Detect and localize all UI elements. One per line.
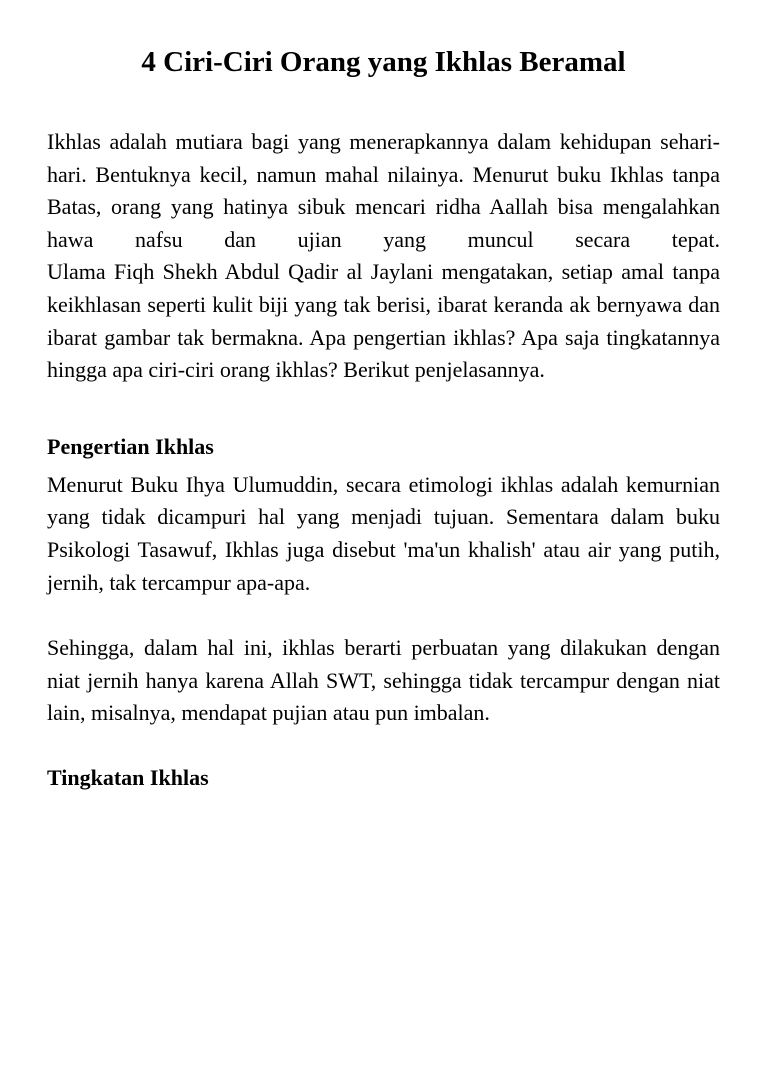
intro-part-1: Ikhlas adalah mutiara bagi yang menerapkannya dalam kehidupan sehari-hari. Bentuknya kecil, namun mahal nilainya. Menurut buku Ikhlas tanpa Batas, orang yang hatinya sibuk mencari ridha Aallah bisa mengalahkan hawa nafsu dan ujian yang muncul secara tepat. [47,129,720,252]
intro-paragraph [47,126,720,387]
document-title: 4 Ciri-Ciri Orang yang Ikhlas Beramal [141,46,626,78]
section-heading-tingkatan: Tingkatan Ikhlas [47,764,209,790]
intro-part-2: Ulama Fiqh Shekh Abdul Qadir al Jaylani mengatakan, setiap amal tanpa keikhlasan seperti kulit biji yang tak berisi, ibarat keranda ak bernyawa dan ibarat gambar tak bermakna. Apa pengertian ikhlas? Apa saja tingkatannya hingga apa ciri-ciri orang ikhlas? Berikut penjelasannya. [47,259,720,383]
document-page [0,44,768,1068]
section-paragraph: Sehingga, dalam hal ini, ikhlas berarti perbuatan yang dilakukan dengan niat jernih hanya karena Allah SWT, sehingga tidak tercampur dengan niat lain, misalnya, mendapat pujian atau pun imbalan. [47,635,720,726]
section-heading-pengertian: Pengertian Ikhlas [47,433,214,459]
section-paragraph: Menurut Buku Ihya Ulumuddin, secara etimologi ikhlas adalah kemurnian yang tidak dicampuri hal yang menjadi tujuan. Sementara dalam buku Psikologi Tasawuf, Ikhlas juga disebut 'ma'un khalish' atau air yang putih, jernih, tak tercampur apa-apa. [47,471,720,595]
